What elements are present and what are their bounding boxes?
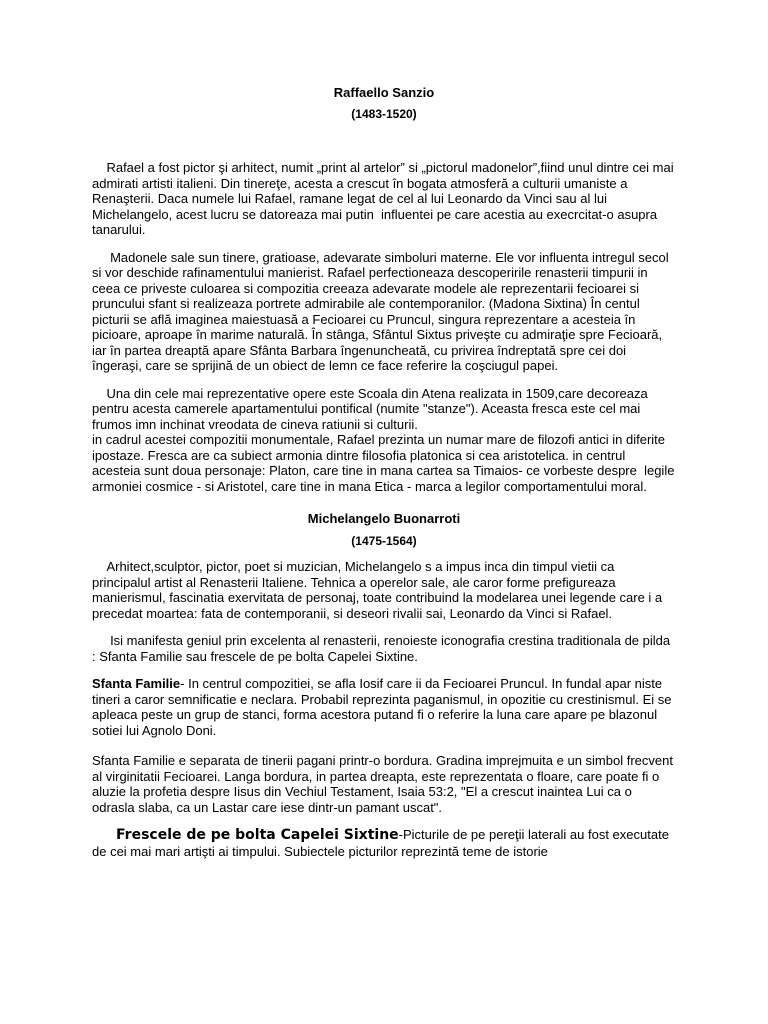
section-dates-raffaello: (1483-1520) xyxy=(351,107,417,121)
paragraph-rafael-scoala-atena: Una din cele mai reprezentative opere este Scoala din Atena realizata in 1509,care decoreaza pentru acesta camerele apartamentului pontifical (numite "stanze"). Aceasta fresca este cel mai frumos imn inchinat vreodata de cineva ratiunii si culturii. in cadrul acestei compozitii monumentale, Rafael prezinta un numar mare de filozofi antici in diferite ipostaze. Fresca are ca subiect armonia dintre filosofia platonica si cea aristotelica. in centrul acesteia sunt doua personaje: Platon, care tine in mana cartea sa Timaios- ce vorbeste despre legile armoniei cosmice - si Aristotel, care tine in mana Etica - marca a legilor comportamentului moral. xyxy=(92,385,675,494)
paragraph-rafael-intro: Rafael a fost pictor şi arhitect, numit „print al artelor” si „pictorul madonelor”,fiind unul dintre cei mai admirati artisti italieni. Din tinereţe, acesta a crescut în bogata atmosferă a culturii umaniste a Renaşterii. Daca numele lui Rafael, ramane legat de cel al lui Leonardo da Vinci sau al lui Michelangelo, acest lucru se datoreaza mai putin influentei pe care acestia au execrcitat-o asupra tanarului. xyxy=(92,160,678,237)
section-title-raffaello: Raffaello Sanzio xyxy=(333,85,435,100)
paragraph-michelangelo-intro: Arhitect,sculptor, pictor, poet si muzician, Michelangelo s a impus inca din timpul vietii ca principalul artist al Renasterii Italiene. Tehnica a operelor sale, ale caror forme prefigureaza manierismul, fascinatia exervitata de personaj, toate contribuind la modelarea unei legende care i a precedat moartea: fata de contemporanii, si deseori rivalii sai, Leonardo da Vinci si Rafael. xyxy=(92,559,666,621)
paragraph-frescele xyxy=(92,827,676,859)
section-dates-michelangelo: (1475-1564) xyxy=(351,534,417,548)
paragraph-michelangelo-geniu: Isi manifesta geniul prin excelenta al renasterii, renoieste iconografia crestina traditionala de pilda : Sfanta Familie sau frescele de pe bolta Capelei Sixtine. xyxy=(92,633,674,664)
frescele-text: -Picturile de pe pereţii laterali au fost executate de cei mai mari artişti ai timpului. Subiectele picturilor reprezintă teme de istorie xyxy=(92,827,669,859)
paragraph-sfanta-familie-bordura: Sfanta Familie e separata de tinerii pagani printr-o bordura. Gradina imprejmuita e un simbol frecvent al virginitatii Fecioarei. Langa bordura, in partea dreapta, este reprezentata o floare, care poate fi o aluzie la profetia despre Iisus din Vechiul Testament, Isaia 53:2, "El a crescut inaintea Lui ca o odrasla slaba, ca un Lastar care iese dintr-un pamant uscat". xyxy=(92,753,673,815)
paragraph-rafael-madone: Madonele sale sun tinere, gratioase, adevarate simboluri materne. Ele vor influenta intregul secol si vor deschide rafinamentului manierist. Rafael perfectioneaza descoperirile renasterii timpurii in ceea ce priveste culoarea si compozitia creeaza adevarate modele ale reprezentarii fecioarei si pruncului sfant si realizeaza portrete admirabile ale contemporanilor. (Madona Sixtina) În centul picturii se află imaginea maiestuasă a Fecioarei cu Pruncul, singura reprezentare a acesteia în picioare, aproape în marime naturală. În stânga, Sfântul Sixtus priveşte cu admiraţie spre Fecioară, iar în partea dreaptă apare Sfânta Barbara îngenuncheată, cu privirea îndreptată spre cei doi îngeraşi, care se sprijină de un obiect de lemn ce face referire la coşciugul papei. xyxy=(92,249,673,373)
frescele-label: Frescele de pe bolta Capelei Sixtine xyxy=(116,827,399,843)
sfanta-familie-label: Sfanta Familie xyxy=(92,676,181,691)
paragraph-sfanta-familie xyxy=(92,676,676,738)
document-content xyxy=(92,84,676,859)
sfanta-familie-text: - In centrul compozitiei, se afla Iosif care ii da Fecioarei Pruncul. In fundal apar niste tineri a caror semnificatie e neclara. Probabil reprezinta paganismul, in opozitie cu crestinismul. Ei se apleaca peste un grup de stanci, forma acestora putand fi o referire la luna care apare pe blazonul sotiei lui Agnolo Doni. xyxy=(92,676,672,738)
section-title-michelangelo: Michelangelo Buonarroti xyxy=(307,511,461,526)
